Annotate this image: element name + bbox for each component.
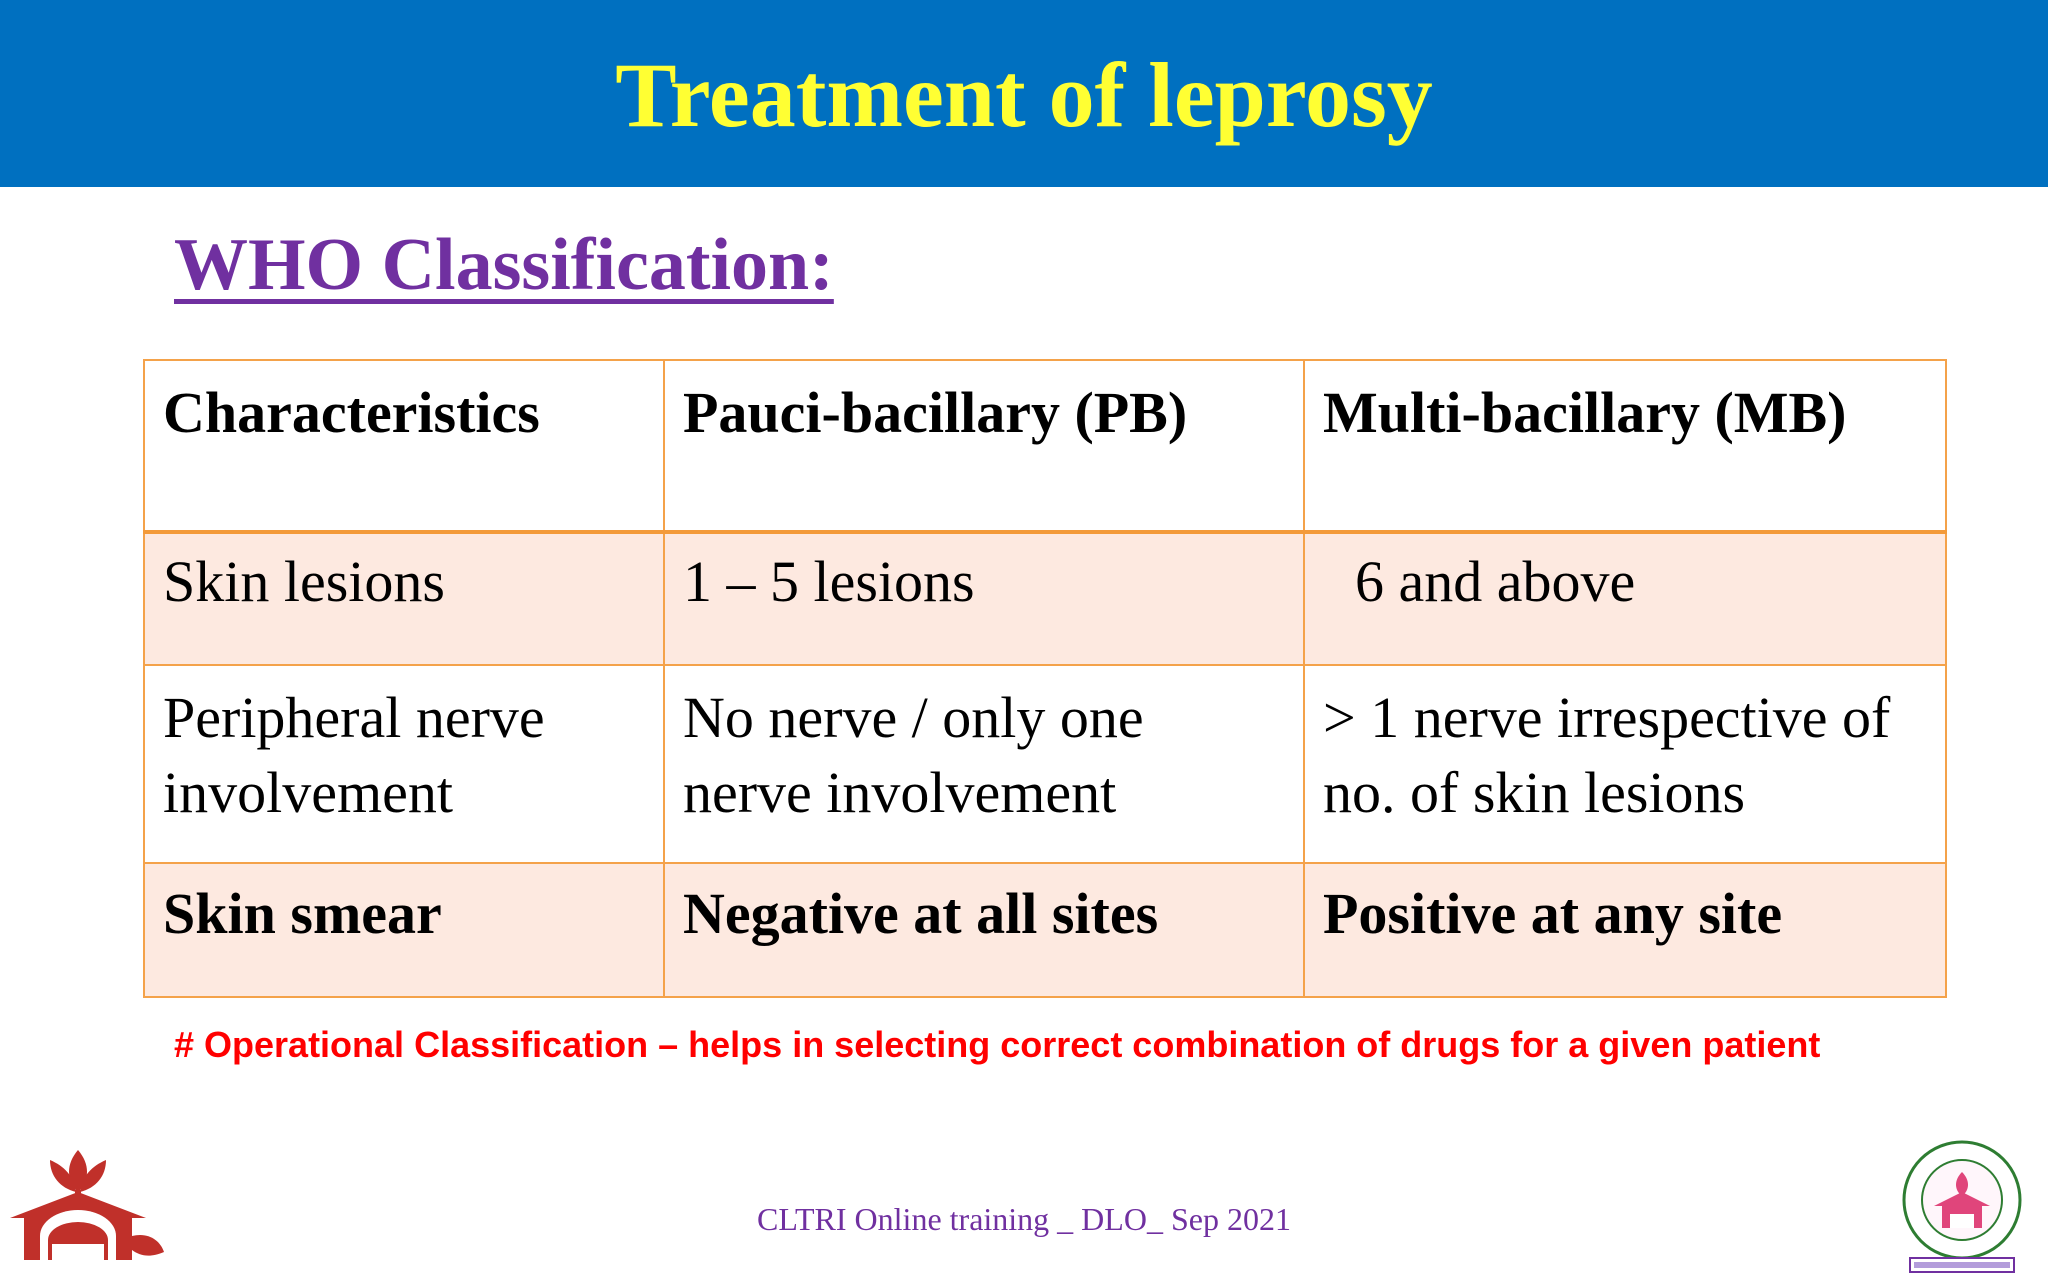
table-cell: Skin lesions bbox=[144, 532, 664, 665]
table-cell: > 1 nerve irrespective of no. of skin lesions bbox=[1304, 665, 1946, 863]
footer-text: CLTRI Online training _ DLO_ Sep 2021 bbox=[757, 1201, 1291, 1237]
header-cell: Multi-bacillary (MB) bbox=[1304, 360, 1946, 532]
table-row bbox=[144, 665, 1946, 863]
table-cell: Negative at all sites bbox=[664, 863, 1304, 997]
table-cell: No nerve / only one nerve involvement bbox=[664, 665, 1304, 863]
classification-table bbox=[143, 359, 1947, 998]
slide-title: Treatment of leprosy bbox=[615, 43, 1433, 146]
cltri-seal-logo-icon bbox=[1882, 1136, 2042, 1276]
table-cell: Peripheral nerve involvement bbox=[144, 665, 664, 863]
operational-note: # Operational Classification – helps in selecting correct combination of drugs for a given patient bbox=[174, 1024, 1821, 1065]
table-cell: 6 and above bbox=[1304, 532, 1946, 665]
lotus-house-logo-icon bbox=[0, 1140, 170, 1270]
title-banner bbox=[0, 0, 2048, 187]
table-row bbox=[144, 863, 1946, 997]
section-heading: WHO Classification: bbox=[174, 224, 834, 306]
table-cell: Skin smear bbox=[144, 863, 664, 997]
header-cell: Pauci-bacillary (PB) bbox=[664, 360, 1304, 532]
table-cell: Positive at any site bbox=[1304, 863, 1946, 997]
header-cell: Characteristics bbox=[144, 360, 664, 532]
table-row bbox=[144, 532, 1946, 665]
table-cell: 1 – 5 lesions bbox=[664, 532, 1304, 665]
table-header-row bbox=[144, 360, 1946, 532]
